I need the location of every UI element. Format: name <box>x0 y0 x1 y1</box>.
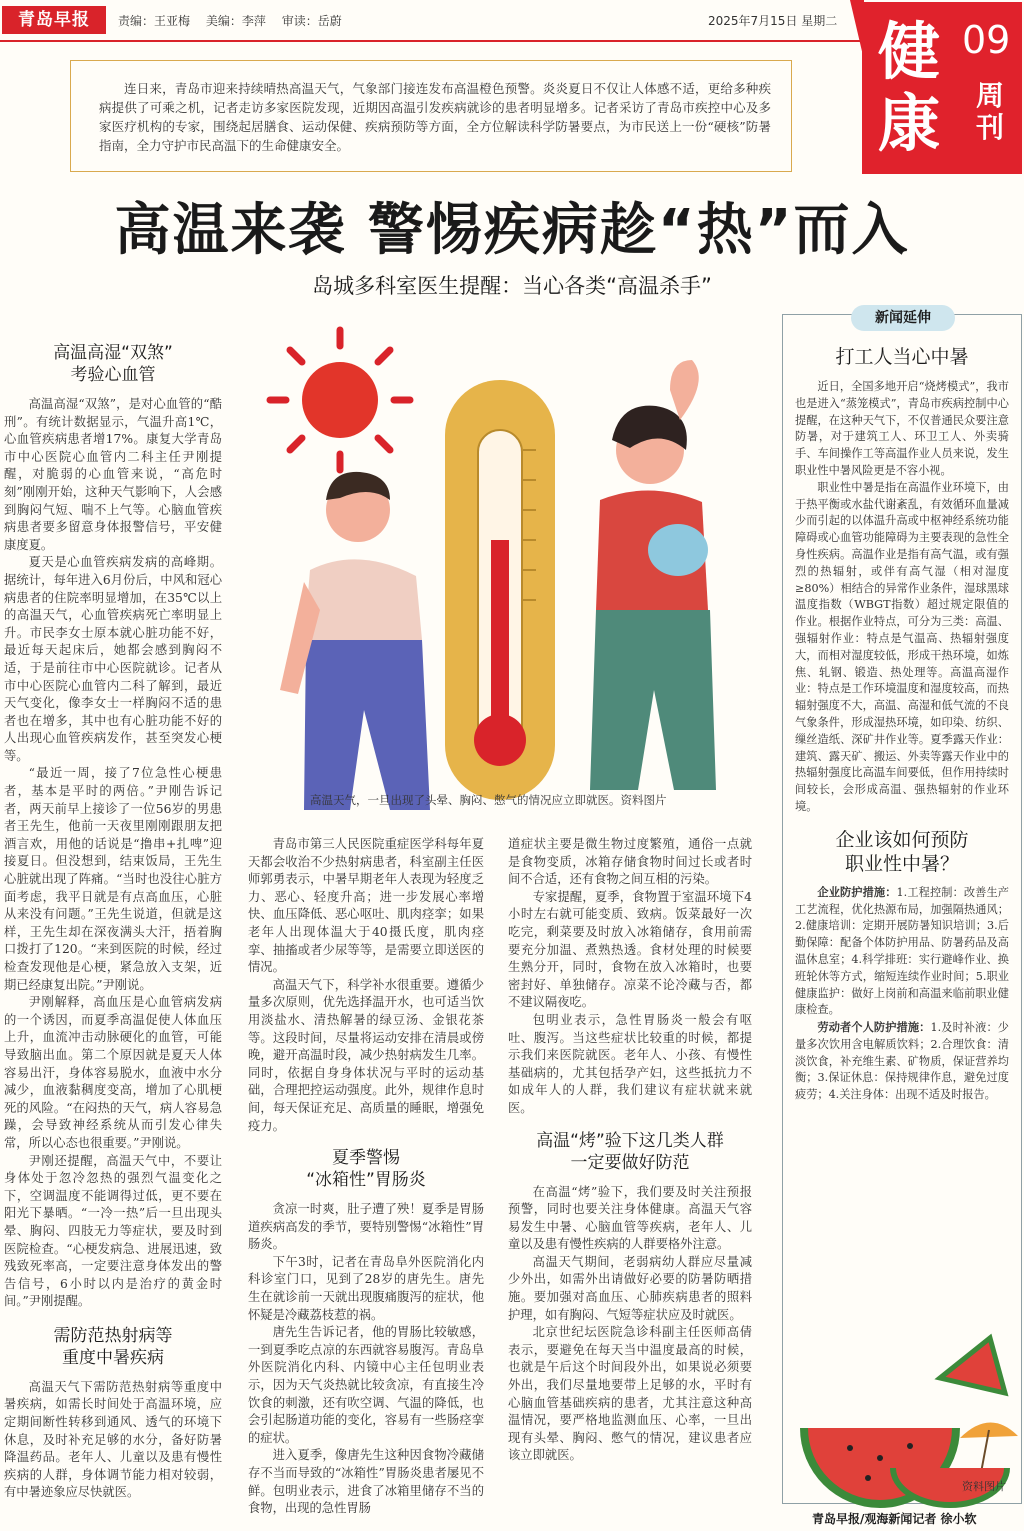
intro-text: 连日来，青岛市迎来持续晴热高温天气，气象部门接连发布高温橙色预警。炎炎夏日不仅让人体感不适，更给多种疾病提供了可乘之机，记者走访多家医院发现，近期因高温引发疾病就诊的患者明显增多。记者采访了青岛市疾控中心及多家医疗机构的专家，围绕起居膳食、运动保健、疾病预防等方面，全方位解读科学防暑要点，为市民送上一份“硬核”防暑指南，全力守护市民高温下的生命健康安全。 <box>99 81 771 153</box>
section1-title <box>4 342 222 386</box>
section3-title <box>248 1147 484 1191</box>
worker-measures-label: 劳动者个人防护措施： <box>817 1020 931 1035</box>
intro-box <box>70 60 792 172</box>
sidebar-title-1: 打工人当心中暑 <box>835 346 969 368</box>
section3-title-line2: “冰箱性”胃肠炎 <box>306 1170 426 1191</box>
page-number: 09 <box>962 18 1011 62</box>
paragraph: 在高温“烤”验下，我们要及时关注预报预警，同时也要关注身体健康。高温天气容易发生中暑、心脑血管等疾病，老年人、儿童以及患有慢性疾病的人群要格外注意。 <box>508 1184 752 1252</box>
section4-title-line2: 一定要做好防范 <box>570 1152 690 1173</box>
editor-credit: 责编：王亚梅 <box>118 14 191 28</box>
company-measures-text: 1.工程控制：改善生产工艺流程，优化热源布局，加强隔热通风；2.健康培训：定期开展防暑知识培训；3.后勤保障：配备个体防护用品、防暑药品及高温休息室；4.科学排班：实行避峰作业、换班轮休等方式，缩短连续作业时间；5.职业健康监护：做好上岗前和高温来临前职业健康检查。 <box>795 885 1009 1017</box>
column-1 <box>4 336 222 1502</box>
column-3 <box>508 836 752 1465</box>
paragraph: 夏天是心血管疾病发病的高峰期。据统计，每年进入6月份后，中风和冠心病患者的住院率明显增加，在35℃以上的高温天气，心血管疾病死亡率明显上升。市民李女士原本就心脏功能不好，最近每天起床后，她都会感到胸闷不适，于是前往市中心医院就诊。记者从市中心医院心血管内二科了解到，最近天气变化，像李女士一样胸闷不适的患者也在增多，其中也有心脏功能不好的人出现心血管疾病发作，甚至突发心梗等。 <box>4 555 222 763</box>
subheadline: 岛城多科室医生提醒：当心各类“高温杀手” <box>312 274 712 298</box>
paragraph: 北京世纪坛医院急诊科副主任医师高倩表示，要避免在每天当中温度最高的时候，也就是午后这个时间段外出，如果说必须要外出，我们尽量地要带上足够的水，平时有心脑血管基础疾病的患者，尤其注意这种高温情况，要严格地监测血压、心率，一旦出现有头晕、胸闷、憋气的情况，建议患者应该立即就医。 <box>508 1325 752 1463</box>
paragraph: 高温天气期间，老弱病幼人群应尽量减少外出，如需外出请做好必要的防暑防晒措施。要加强对高血压、心肺疾病患者的照料护理，如有胸闷、气短等症状应及时就医。 <box>508 1254 752 1322</box>
sidebar-title-2-line2: 职业性中暑？ <box>844 852 959 875</box>
dateline: 2025年7月15日 星期二 <box>708 14 838 28</box>
designer-credit: 美编：李萍 <box>205 14 266 28</box>
byline: 青岛早报/观海新闻记者 徐小软 <box>812 1512 977 1526</box>
paragraph: 高温天气下，科学补水很重要。遵循少量多次原则，优先选择温开水，也可适当饮用淡盐水、清热解暑的绿豆汤、金银花茶等。这段时间，尽量将运动安排在清晨或傍晚，避开高温时段，减少热射病发生几率。同时，依据自身身体状况与平时的运动基础，合理把控运动强度。此外，规律作息时间，每天保证充足、高质量的睡眠，增强免疫力。 <box>248 977 484 1133</box>
paragraph: 高温天气下需防范热射病等重度中暑疾病，如需长时间处于高温环境，应定期间断性转移到通风、透气的环境下休息，及时补充足够的水分，备好防暑降温药品。老年人、儿童以及患有慢性疾病的人群，身体调节能力相对较弱，有中暑迹象应尽快就医。 <box>4 1379 222 1500</box>
paragraph: 高温高湿“双煞”，是对心血管的“酷刑”。有统计数据显示，气温升高1℃，心血管疾病患者增17%。康复大学青岛市中心医院心血管内二科主任尹刚提醒，对脆弱的心血管来说，“高危时刻”刚刚开始，这种天气影响下，人会感到胸闷气短、喘不上气等。心脑血管疾病患者要多留意身体报警信号，平安健康度夏。 <box>4 397 222 552</box>
section-banner <box>862 2 1022 174</box>
man-figure <box>280 472 430 810</box>
fruit-caption: 资料图片 <box>962 1480 1006 1493</box>
paragraph: “最近一周，接了7位急性心梗患者，基本是平时的两倍。”尹刚告诉记者，两天前早上接诊了一位56岁的男患者王先生，他前一天夜里刚刚跟朋友把酒言欢，用他的话说是“撸串+扎啤”迎接夏日。但没想到，结束饭局，王先生心脏就出现了阵痛。“当时也没往心脏方面考虑，我平日就是有点高血压，心脏从来没有问题。”王先生说道，但就是这样，王先生却在深夜满头大汗，捂着胸口拨打了120。“来到医院的时候，经过检查发现他是心梗，紧急放入支架，近期已经康复出院。”尹刚说。 <box>4 766 222 992</box>
paragraph: 贪凉一时爽，肚子遭了殃！夏季是胃肠道疾病高发的季节，要特别警惕“冰箱性”胃肠炎。 <box>248 1202 484 1252</box>
woman-figure <box>590 360 716 790</box>
headline: 高温来袭 警惕疾病趁“热”而入 <box>114 198 910 263</box>
sun-icon <box>270 330 410 470</box>
section1-title-line1: 高温高湿“双煞” <box>53 343 173 363</box>
company-measures-label: 企业防护措施： <box>817 884 897 899</box>
paragraph: 包明业表示，急性胃肠炎一般会有呕吐、腹泻。当这些症状比较重的时候，都提示我们来医院就医。老年人、小孩、有慢性基础病的，尤其包括孕产妇，这些抵抗力不如成年人的人群，我们建议有症状就来就医。 <box>508 1012 752 1115</box>
watermelon-slice-icon <box>940 1338 1005 1393</box>
thermometer-icon <box>445 380 555 800</box>
section4-title-line1: 高温“烤”验下这几类人群 <box>536 1130 724 1151</box>
paragraph: 专家提醒，夏季，食物置于室温环境下4小时左右就可能变质、致病。饭菜最好一次吃完，剩菜要及时放入冰箱储存，食用前需要充分加温、煮熟热透。食材处理的时候要生熟分开，同时，食物在放入冰箱时，也要密封好、单独储存。凉菜不论冷藏与否，都不建议隔夜吃。 <box>508 889 752 1010</box>
paragraph: 下午3时，记者在青岛阜外医院消化内科诊室门口，见到了28岁的唐先生。唐先生在就诊前一天就出现腹痛腹泻的症状，他怀疑是冷藏荔枝惹的祸。 <box>248 1254 484 1322</box>
sidebar-title-2-line1: 企业该如何预防 <box>835 828 969 851</box>
paragraph <box>795 884 1009 1019</box>
paragraph: 尹刚还提醒，高温天气中，不要让身体处于忽冷忽热的强烈气温变化之下，空调温度不能调得过低，更不要在阳光下暴晒。“一冷一热”后一旦出现头晕、胸闷、四肢无力等症状，要及时到医院检查。“心梗发病急、进展迅速，致残致死率高，一定要注意身体发出的警告信号，6小时以内是治疗的黄金时间。”尹刚提醒。 <box>4 1153 222 1309</box>
paragraph: 尹刚解释，高血压是心血管病发病的一个诱因，而夏季高温促使人体血压上升，血流冲击动脉硬化的血管，可能导致脑出血。第二个原因就是夏天人体容易出汗，身体容易脱水，血液中水分减少，血液黏稠度变高，增加了心肌梗死的风险。“在闷热的天气，病人容易急躁，会导致神经系统从而引发心律失常，所以心态也很重要。”尹刚说。 <box>4 995 222 1150</box>
paragraph: 职业性中暑是指在高温作业环境下，由于热平衡或水盐代谢紊乱，有效循环血量减少而引起的以体温升高或中枢神经系统功能障碍或心血管功能障碍为主要表现的急性全身性疾病。高温作业是指有高气温，或有强烈的热辐射，或伴有高气湿（相对湿度≥80%）相结合的异常作业条件，湿球黑球温度指数（WBGT指数）超过规定限值的作业。根据作业特点，可分为三类：高温、强辐射作业：特点是气温高、热辐射强度大，而相对湿度较低，形成干热环境，如炼焦、轧钢、锻造、热处理等。高温高湿作业：特点是工作环境温度和湿度较高，而热辐射强度不大，高温、高湿和低气流的不良气象条件，形成湿热环境，如印染、纺织、缫丝造纸、深矿井作业等。夏季露天作业：建筑、露天矿、搬运、外卖等露天作业中的热辐射强度比高温车间要低，但作用持续时间较长，会形成高温、强热辐射的作业环境。 <box>795 480 1009 813</box>
news-extension-tag: 新闻延伸 <box>851 305 955 331</box>
worker-measures-text: 1.及时补液：少量多次饮用含电解质饮料；2.合理饮食：清淡饮食，补充维生素、矿物质，保证营养均衡；3.保证休息：保持规律作息，避免过度疲劳；4.关注身体：出现不适及时报告。 <box>795 1021 1009 1102</box>
section2-title <box>4 1325 222 1369</box>
sidebar-text-1 <box>783 379 1021 816</box>
column-2 <box>248 836 484 1518</box>
newspaper-logo: 青岛早报 <box>2 6 106 34</box>
reviewer-credit: 审读：岳蔚 <box>281 14 342 28</box>
section3-title-line1: 夏季警惕 <box>332 1148 400 1169</box>
header-rule <box>0 40 860 42</box>
paragraph <box>795 1019 1009 1104</box>
section1-title-line2: 考验心血管 <box>70 365 156 385</box>
paragraph: 进入夏季，像唐先生这种因食物冷藏储存不当而导致的“冰箱性”胃肠炎患者屡见不鲜。包明业表示，进食了冰箱里储存不当的食物，出现的急性胃肠 <box>248 1448 484 1516</box>
section2-title-line2: 重度中暑疾病 <box>62 1347 164 1368</box>
paragraph: 道症状主要是微生物过度繁殖，通俗一点就是食物变质，冰箱存储食物时间过长或者时间不合适，还有食物之间互相的污染。 <box>508 837 752 887</box>
section-type: 周刊 <box>976 79 1005 144</box>
heat-illustration <box>240 310 770 820</box>
paragraph: 近日，全国多地开启“烧烤模式”，我市也是进入“蒸笼模式”，青岛市疾病控制中心提醒，在这种天气下，不仅普通民众要注意防暑，对于建筑工人、环卫工人、外卖骑手、车间操作工等高温作业人员来说，发生职业性中暑风险更是不容小视。 <box>795 380 1009 477</box>
sidebar-title-2 <box>783 828 1021 876</box>
paragraph: 唐先生告诉记者，他的胃肠比较敏感，一到夏季吃点凉的东西就容易腹泻。青岛阜外医院消化内科、内镜中心主任包明业表示，因为天气炎热就比较贪凉，有直接生冷饮食的刺激，还有吹空调、气温的降低，也会引起肠道功能的变化，容易有一些肠痉挛的症状。 <box>248 1325 484 1445</box>
section-name: 健康 <box>878 15 941 160</box>
section2-title-line1: 需防范热射病等 <box>53 1325 173 1346</box>
sidebar-text-2 <box>783 884 1021 1104</box>
illustration-caption: 高温天气，一旦出现了头晕、胸闷、憋气的情况应立即就医。资料图片 <box>310 793 667 807</box>
section4-title <box>508 1130 752 1174</box>
paragraph: 青岛市第三人民医院重症医学科每年夏天都会收治不少热射病患者，科室副主任医师郭勇表示，中暑早期老年人表现为轻度乏力、恶心、轻度升高；进一步发展心率增快、血压降低、恶心呕吐、肌肉痉挛；如果老年人出现体温大于40摄氏度，肌肉痉挛、抽搐或者少尿等等，是需要立即送医的情况。 <box>248 837 484 975</box>
credits <box>118 12 354 29</box>
